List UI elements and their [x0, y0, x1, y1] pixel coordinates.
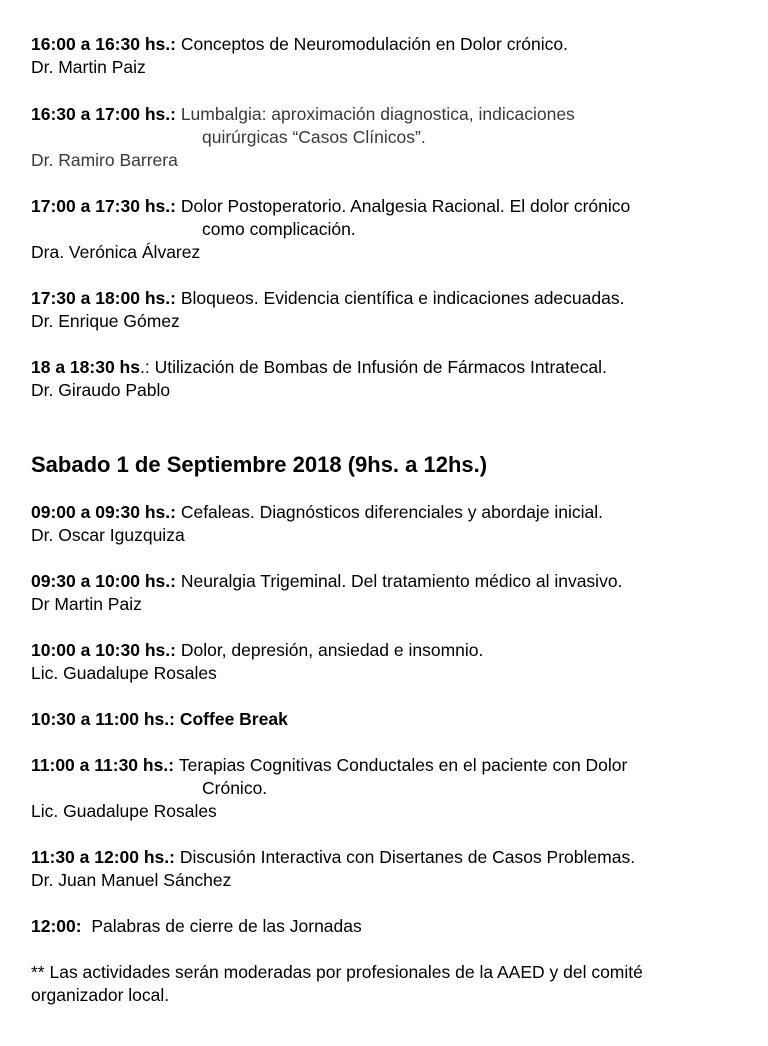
session-topic: Dolor, depresión, ansiedad e insomnio.	[180, 640, 484, 660]
session-entry	[31, 754, 741, 823]
session-topic: Cefaleas. Diagnósticos diferenciales y abordaje inicial.	[180, 502, 603, 522]
session-speaker: Dr. Enrique Gómez	[31, 311, 180, 331]
session-entry	[31, 33, 741, 79]
session-topic-continued: Crónico.	[202, 778, 268, 798]
session-time: 16:00 a 16:30 hs.:	[31, 34, 176, 54]
session-time: 11:30 a 12:00 hs.:	[31, 847, 175, 867]
session-speaker: Dr. Juan Manuel Sánchez	[31, 870, 232, 890]
session-speaker: Dr. Oscar Iguzquiza	[31, 525, 185, 545]
session-topic: Utilización de Bombas de Infusión de Fármacos Intratecal.	[154, 357, 607, 377]
session-speaker: Dr. Giraudo Pablo	[31, 380, 171, 400]
session-time: 18 a 18:30 hs	[31, 357, 140, 377]
session-topic-continued: como complicación.	[202, 219, 356, 239]
session-entry	[31, 639, 741, 685]
moderation-note	[31, 961, 741, 1007]
closing-time: 12:00:	[31, 916, 82, 936]
session-time: 11:00 a 11:30 hs.:	[31, 755, 175, 775]
session-speaker: Dr. Ramiro Barrera	[31, 150, 178, 170]
session-time: 10:00 a 10:30 hs.:	[31, 640, 176, 660]
session-time: 10:30 a 11:00 hs.:	[31, 709, 175, 729]
session-time: 09:30 a 10:00 hs.:	[31, 571, 176, 591]
session-entry	[31, 570, 741, 616]
note-line: organizador local.	[31, 985, 170, 1005]
session-time: 17:00 a 17:30 hs.:	[31, 196, 176, 216]
saturday-heading: Sabado 1 de Septiembre 2018 (9hs. a 12hs.)	[31, 452, 488, 477]
session-entry	[31, 846, 741, 892]
session-entry	[31, 287, 741, 333]
session-topic: Neuralgia Trigeminal. Del tratamiento médico al invasivo.	[180, 571, 623, 591]
coffee-break-label: Coffee Break	[179, 709, 288, 729]
closing-topic: Palabras de cierre de las Jornadas	[91, 916, 362, 936]
session-topic: Terapias Cognitivas Conductales en el paciente con Dolor	[178, 755, 628, 775]
session-speaker: Lic. Guadalupe Rosales	[31, 663, 217, 683]
session-topic: Conceptos de Neuromodulación en Dolor crónico.	[180, 34, 568, 54]
note-line: ** Las actividades serán moderadas por profesionales de la AAED y del comité	[31, 962, 643, 982]
session-topic: Bloqueos. Evidencia científica e indicaciones adecuadas.	[180, 288, 625, 308]
session-topic: Discusión Interactiva con Disertanes de Casos Problemas.	[179, 847, 636, 867]
session-speaker: Dr Martin Paiz	[31, 594, 142, 614]
session-time-suffix: .:	[139, 357, 155, 377]
session-entry	[31, 501, 741, 547]
session-speaker: Lic. Guadalupe Rosales	[31, 801, 217, 821]
session-time: 09:00 a 09:30 hs.:	[31, 502, 176, 522]
coffee-break-entry	[31, 708, 741, 731]
session-entry	[31, 103, 741, 172]
session-entry	[31, 356, 741, 402]
session-speaker: Dra. Verónica Álvarez	[31, 242, 201, 262]
session-topic: Lumbalgia: aproximación diagnostica, indicaciones	[180, 104, 575, 124]
session-topic: Dolor Postoperatorio. Analgesia Racional. El dolor crónico	[180, 196, 631, 216]
session-time: 16:30 a 17:00 hs.:	[31, 104, 176, 124]
closing-entry	[31, 915, 741, 938]
session-entry	[31, 195, 741, 264]
session-speaker: Dr. Martin Paiz	[31, 57, 146, 77]
session-time: 17:30 a 18:00 hs.:	[31, 288, 176, 308]
session-topic-continued: quirúrgicas “Casos Clínicos”.	[202, 127, 426, 147]
